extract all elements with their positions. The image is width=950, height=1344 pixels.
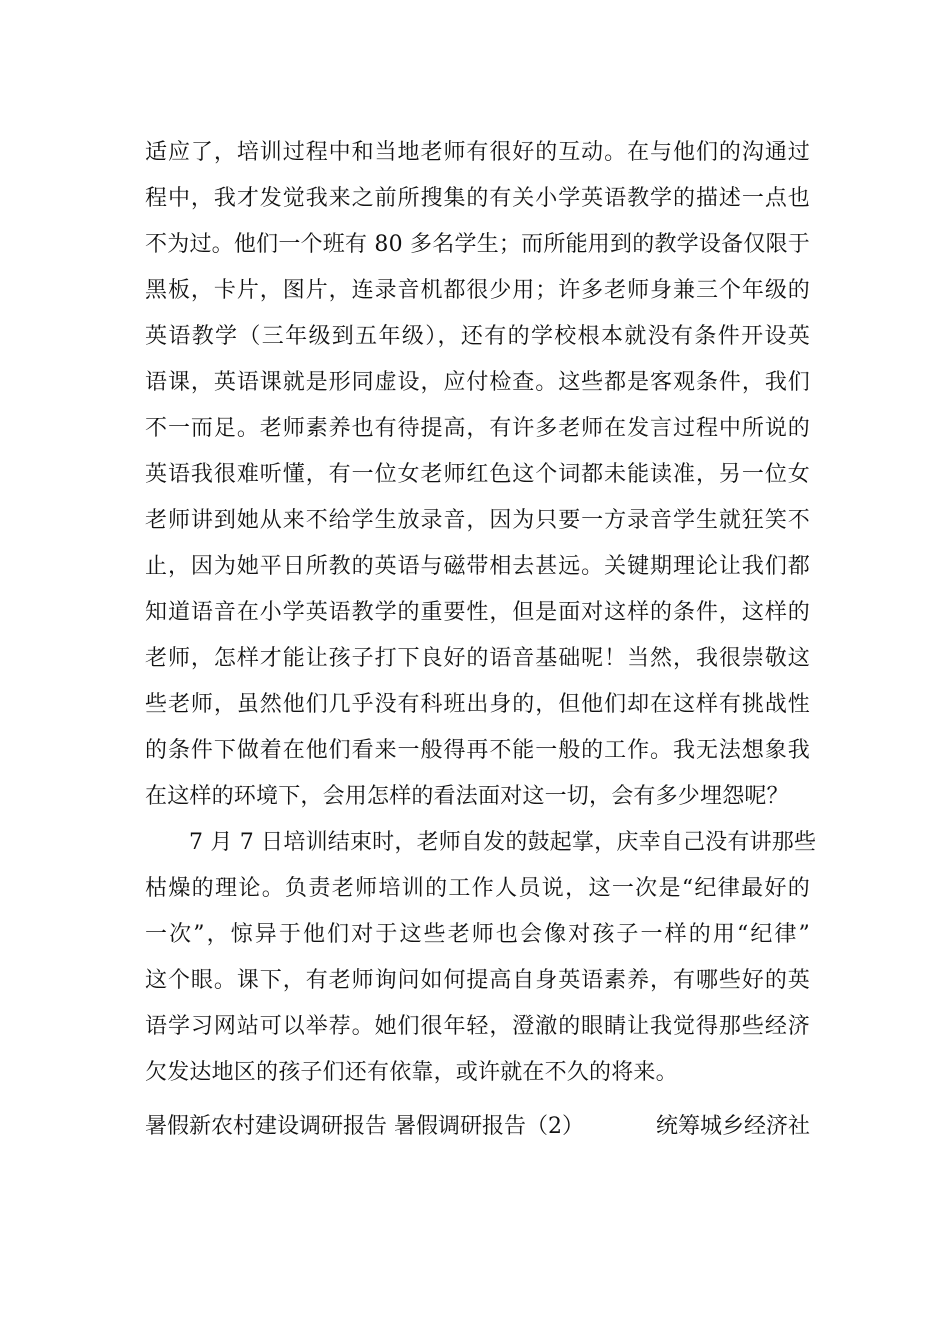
footer-line [145, 1104, 810, 1150]
text-line: 语课，英语课就是形同虚设，应付检查。这些都是客观条件，我们 [145, 370, 810, 395]
text-line: 语学习网站可以举荐。她们很年轻，澄澈的眼睛让我觉得那些经济 [145, 1014, 810, 1039]
text-line: 止，因为她平日所教的英语与磁带相去甚远。关键期理论让我们都 [145, 554, 810, 579]
footer-right-title: 统筹城乡经济社 [655, 1114, 810, 1139]
text-line: 这个眼。课下，有老师询问如何提高自身英语素养，有哪些好的英 [145, 968, 810, 993]
paragraph-start-line: 7 月 7 日培训结束时，老师自发的鼓起掌，庆幸自己没有讲那些 [189, 830, 817, 855]
text-line: 的条件下做着在他们看来一般得再不能一般的工作。我无法想象我 [145, 738, 810, 763]
text-line: 些老师，虽然他们几乎没有科班出身的，但他们却在这样有挑战性 [145, 692, 810, 717]
text-line: 不一而足。老师素养也有待提高，有许多老师在发言过程中所说的 [145, 416, 810, 441]
footer-left-title: 暑假新农村建设调研报告 暑假调研报告（2） [145, 1114, 584, 1139]
text-line: 程中，我才发觉我来之前所搜集的有关小学英语教学的描述一点也 [145, 186, 810, 211]
text-line: 英语教学（三年级到五年级），还有的学校根本就没有条件开设英 [145, 324, 810, 349]
text-line: 枯燥的理论。负责老师培训的工作人员说，这一次是“纪律最好的 [145, 876, 810, 901]
body-text [145, 130, 817, 1150]
text-line: 欠发达地区的孩子们还有依靠，或许就在不久的将来。 [145, 1060, 678, 1085]
text-line: 不为过。他们一个班有 80 多名学生；而所能用到的教学设备仅限于 [145, 232, 810, 257]
text-line: 知道语音在小学英语教学的重要性，但是面对这样的条件，这样的 [145, 600, 810, 625]
text-line: 老师讲到她从来不给学生放录音，因为只要一方录音学生就狂笑不 [145, 508, 810, 533]
text-line: 老师，怎样才能让孩子打下良好的语音基础呢！当然，我很崇敬这 [145, 646, 810, 671]
text-line: 英语我很难听懂，有一位女老师红色这个词都未能读准，另一位女 [145, 462, 810, 487]
text-line: 黑板，卡片，图片，连录音机都很少用；许多老师身兼三个年级的 [145, 278, 810, 303]
text-line: 适应了，培训过程中和当地老师有很好的互动。在与他们的沟通过 [145, 140, 810, 165]
text-line: 一次”，惊异于他们对于这些老师也会像对孩子一样的用“纪律” [145, 922, 810, 947]
text-line: 在这样的环境下，会用怎样的看法面对这一切，会有多少埋怨呢？ [145, 784, 789, 809]
